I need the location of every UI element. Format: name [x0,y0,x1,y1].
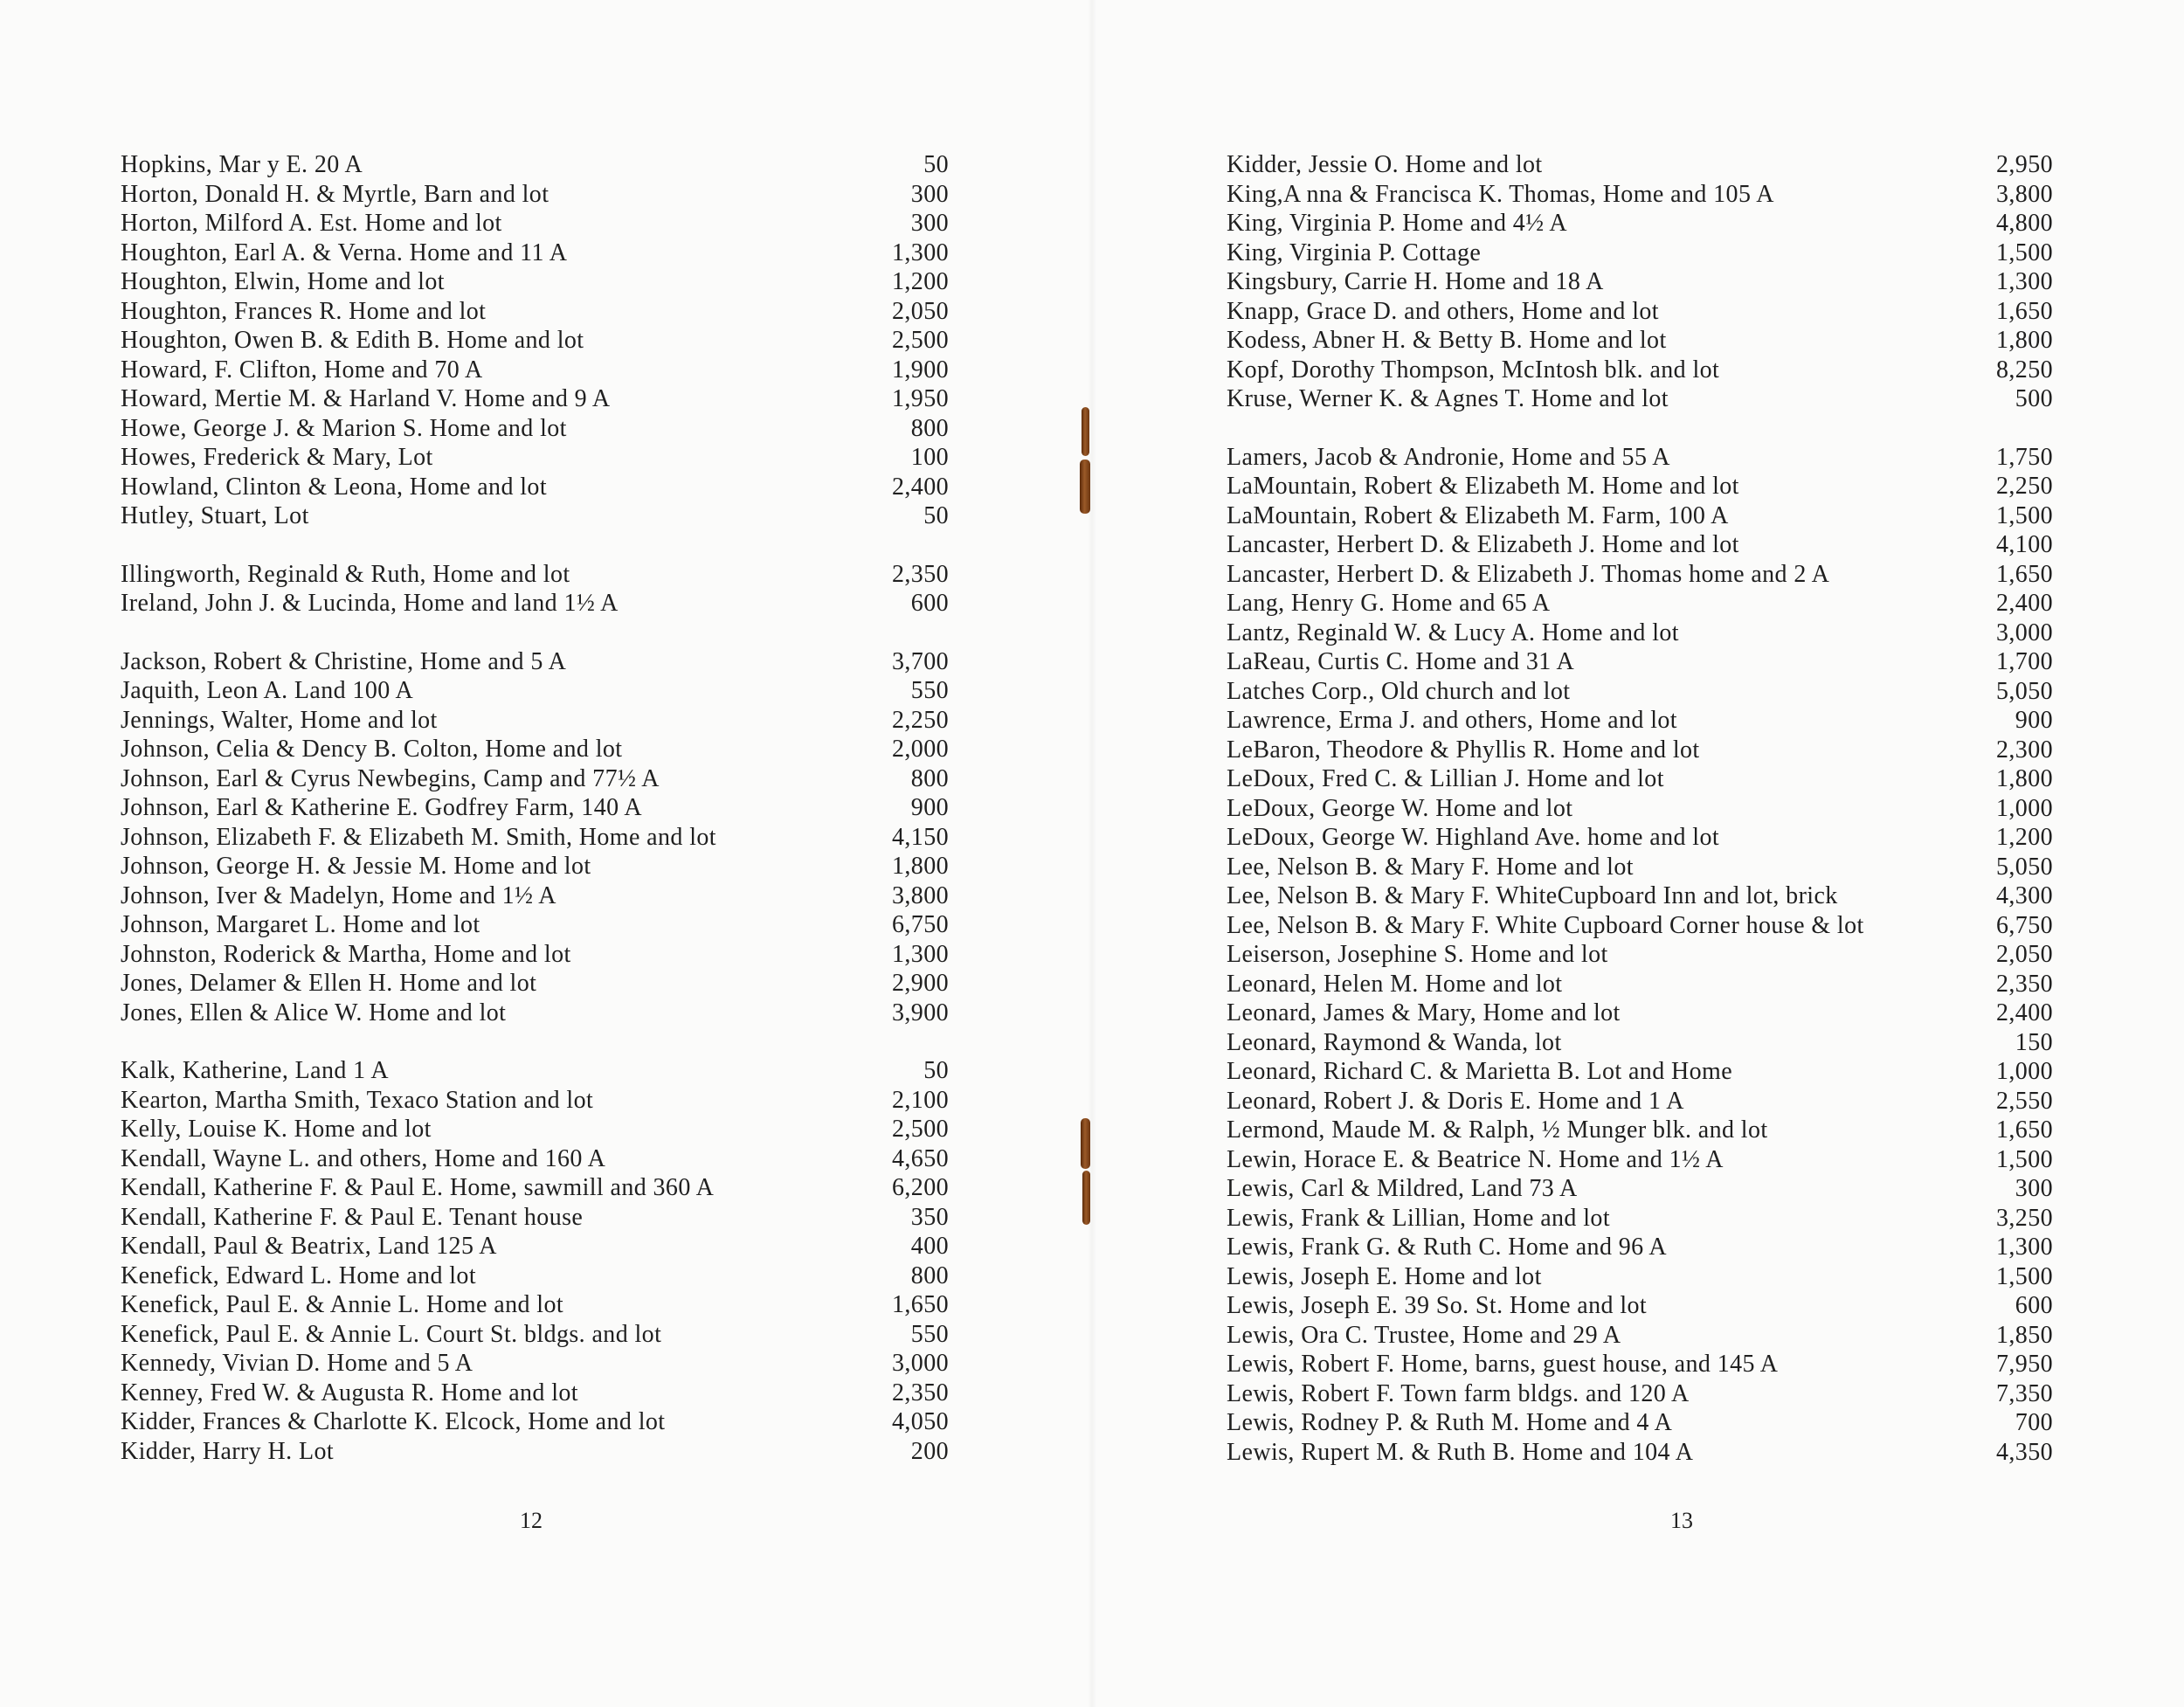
assessed-value: 4,650 [892,1144,949,1172]
list-item [121,999,949,1028]
list-item [1227,999,2053,1028]
owner-property: King,A nna & Francisca K. Thomas, Home and 105 A [1227,180,1774,208]
owner-property: Illingworth, Reginald & Ruth, Home and lot [121,560,570,588]
list-item [1227,911,2053,941]
assessed-value: 1,200 [892,268,949,295]
assessed-value: 3,000 [1996,619,2053,646]
assessed-value: 3,700 [892,647,949,675]
owner-property: Lee, Nelson B. & Mary F. Home and lot [1227,853,1634,881]
owner-property: Lewis, Joseph E. 39 So. St. Home and lot [1227,1292,1648,1319]
assessed-value: 2,400 [1996,590,2053,617]
list-item [1227,530,2053,560]
owner-property: Leonard, Raymond & Wanda, lot [1227,1028,1562,1056]
list-item [1227,1291,2053,1321]
assessed-value: 2,000 [892,736,949,763]
list-item [1227,1321,2053,1351]
owner-property: Kidder, Frances & Charlotte K. Elcock, Home and lot [121,1408,666,1435]
list-item [121,1115,949,1144]
list-item [121,1173,949,1203]
list-item [121,881,949,911]
owner-property: Lewis, Carl & Mildred, Land 73 A [1227,1175,1578,1202]
assessed-value: 300 [910,180,949,208]
list-item [1227,1204,2053,1234]
owner-property: Kendall, Wayne L. and others, Home and 160 A [121,1144,606,1172]
owner-property: Hutley, Stuart, Lot [121,502,309,529]
assessed-value: 100 [910,444,949,471]
list-item [121,384,949,414]
owner-property: Kidder, Harry H. Lot [121,1437,335,1465]
list-item [121,1437,949,1467]
assessed-value: 2,400 [1996,999,2053,1026]
assessed-value: 1,000 [1996,1058,2053,1085]
owner-property: Lancaster, Herbert D. & Elizabeth J. Thomas home and 2 A [1227,560,1830,588]
assessed-value: 1,750 [1996,443,2053,471]
assessed-value: 2,950 [1996,151,2053,178]
list-item [1227,1057,2053,1087]
owner-property: Lewis, Frank G. & Ruth C. Home and 96 A [1227,1234,1668,1261]
list-item [121,735,949,764]
owner-property: Horton, Donald H. & Myrtle, Barn and lot [121,180,549,208]
owner-property: Kenefick, Edward L. Home and lot [121,1261,477,1289]
assessed-value: 300 [910,210,949,237]
list-item [1227,238,2053,268]
assessed-value: 3,900 [892,999,949,1026]
assessed-value: 2,250 [1996,473,2053,500]
owner-property: Lewis, Joseph E. Home and lot [1227,1262,1542,1290]
owner-property: Johnson, Earl & Katherine E. Godfrey Farm, 140 A [121,794,642,821]
list-item [121,589,949,619]
assessed-value: 600 [910,590,949,617]
owner-property: Houghton, Owen B. & Edith B. Home and lot [121,327,584,354]
assessed-value: 1,800 [1996,765,2053,792]
owner-property: Lewis, Rodney P. & Ruth M. Home and 4 A [1227,1409,1673,1436]
owner-property: Kendall, Paul & Beatrix, Land 125 A [121,1233,497,1260]
list-item [1227,1087,2053,1116]
owner-property: Kenefick, Paul E. & Annie L. Home and lot [121,1291,564,1318]
list-item [121,501,949,531]
list-item [1227,443,2053,473]
list-item [121,560,949,590]
assessed-value: 4,050 [892,1408,949,1435]
assessed-value: 1,650 [1996,1116,2053,1144]
assessed-value: 1,500 [1996,501,2053,529]
owner-property: Lawrence, Erma J. and others, Home and lot [1227,707,1677,734]
list-item [121,852,949,881]
owner-property: Jennings, Walter, Home and lot [121,706,438,734]
owner-property: Lewis, Robert F. Town farm bldgs. and 120 A [1227,1379,1690,1407]
assessed-value: 7,350 [1996,1379,2053,1407]
page-number: 13 [1670,1508,1693,1533]
list-item [121,1349,949,1379]
owner-property: King, Virginia P. Home and 4½ A [1227,210,1568,237]
owner-property: Kruse, Werner K. & Agnes T. Home and lot [1227,385,1669,412]
assessed-value: 1,650 [1996,297,2053,325]
list-item [121,267,949,297]
owner-property: Horton, Milford A. Est. Home and lot [121,210,502,237]
list-item [1227,501,2053,531]
assessed-value: 2,500 [892,327,949,354]
owner-property: Leonard, Robert J. & Doris E. Home and 1 A [1227,1087,1684,1115]
list-item [121,297,949,327]
owner-property: LeBaron, Theodore & Phyllis R. Home and lot [1227,736,1700,764]
assessed-value: 4,350 [1996,1438,2053,1466]
assessed-value: 1,300 [1996,1234,2053,1261]
list-item [1227,647,2053,677]
assessed-value: 50 [923,1057,949,1084]
list-item [1227,1116,2053,1145]
list-item [121,910,949,940]
assessed-value: 4,100 [1996,531,2053,558]
owner-property: LeDoux, George W. Home and lot [1227,794,1573,822]
owner-property: Leonard, Helen M. Home and lot [1227,970,1563,998]
assessed-value: 800 [910,1261,949,1289]
assessed-value: 4,800 [1996,210,2053,237]
assessed-value: 1,700 [1996,648,2053,675]
list-item [1227,326,2053,356]
assessed-value: 1,300 [892,238,949,266]
list-item [121,180,949,210]
list-item [121,1261,949,1291]
assessed-value: 1,200 [1996,824,2053,851]
owner-property: Lee, Nelson B. & Mary F. WhiteCupboard Inn and lot, brick [1227,882,1838,909]
list-item [1227,764,2053,794]
assessed-value: 1,000 [1996,794,2053,822]
owner-property: Jones, Delamer & Ellen H. Home and lot [121,970,537,997]
owner-property: Kenney, Fred W. & Augusta R. Home and lot [121,1379,578,1406]
owner-property: LaMountain, Robert & Elizabeth M. Home and lot [1227,473,1739,500]
list-item [1227,150,2053,180]
list-item [121,823,949,853]
assessed-value: 1,500 [1996,238,2053,266]
owner-property: Kendall, Katherine F. & Paul E. Tenant house [121,1203,584,1231]
assessed-value: 1,950 [892,385,949,412]
owner-property: Kodess, Abner H. & Betty B. Home and lot [1227,327,1667,354]
assessed-value: 2,400 [892,473,949,501]
assessed-value: 800 [910,764,949,792]
list-item [1227,881,2053,911]
assessed-value: 1,500 [1996,1145,2053,1173]
assessed-value: 6,750 [892,911,949,938]
assessed-value: 3,000 [892,1350,949,1377]
page-13 [1092,0,2184,1707]
owner-property: Leiserson, Josephine S. Home and lot [1227,941,1608,968]
assessed-value: 2,100 [892,1086,949,1114]
list-item [1227,619,2053,648]
owner-property: Kendall, Katherine F. & Paul E. Home, sawmill and 360 A [121,1174,715,1201]
owner-property: Kingsbury, Carrie H. Home and 18 A [1227,268,1604,295]
assessed-value: 3,800 [892,881,949,909]
assessed-value: 3,250 [1996,1204,2053,1232]
assessed-value: 700 [2015,1409,2053,1436]
owner-property: Jackson, Robert & Christine, Home and 5 A [121,647,567,675]
list-item [121,356,949,385]
owner-property: Houghton, Frances R. Home and lot [121,297,487,325]
assessed-value: 4,300 [1996,882,2053,909]
assessed-value: 3,800 [1996,180,2053,208]
owner-property: Howe, George J. & Marion S. Home and lot [121,414,567,442]
assessed-value: 6,750 [1996,911,2053,939]
list-item [1227,1233,2053,1262]
list-item [1227,1145,2053,1175]
owner-property: Kenefick, Paul E. & Annie L. Court St. bldgs. and lot [121,1320,662,1348]
list-item [121,238,949,268]
assessed-value: 2,300 [1996,736,2053,764]
list-item [121,1379,949,1408]
assessed-value: 2,550 [1996,1087,2053,1115]
assessed-value: 2,350 [1996,970,2053,998]
assessed-value: 1,800 [892,853,949,880]
assessed-value: 500 [2015,385,2053,412]
assessed-value: 8,250 [1996,356,2053,384]
list-item [121,764,949,794]
assessed-value: 1,650 [1996,560,2053,588]
assessed-value: 200 [910,1437,949,1465]
assessed-value: 600 [2015,1292,2053,1319]
assessed-value: 550 [910,677,949,704]
owner-property: LaMountain, Robert & Elizabeth M. Farm, 100 A [1227,501,1729,529]
owner-property: King, Virginia P. Cottage [1227,238,1482,266]
assessed-value: 6,200 [892,1174,949,1201]
assessed-value: 900 [910,794,949,821]
owner-property: Johnson, Iver & Madelyn, Home and 1½ A [121,881,556,909]
owner-property: Howard, F. Clifton, Home and 70 A [121,356,483,384]
list-item [121,793,949,823]
owner-property: Kelly, Louise K. Home and lot [121,1116,432,1143]
owner-property: Ireland, John J. & Lucinda, Home and land 1½ A [121,590,619,617]
owner-property: Lang, Henry G. Home and 65 A [1227,590,1551,617]
list-item [1227,677,2053,707]
assessed-value: 550 [910,1320,949,1348]
assessed-value: 2,350 [892,1379,949,1406]
list-item [1227,736,2053,765]
owner-property: Kennedy, Vivian D. Home and 5 A [121,1350,473,1377]
owner-property: Lewin, Horace E. & Beatrice N. Home and 1½ A [1227,1145,1724,1173]
assessed-value: 2,900 [892,970,949,997]
assessed-value: 2,250 [892,706,949,734]
assessed-value: 1,500 [1996,1262,2053,1290]
owner-property: Lewis, Ora C. Trustee, Home and 29 A [1227,1321,1621,1349]
owner-property: Kalk, Katherine, Land 1 A [121,1057,390,1084]
owner-property: Lewis, Frank & Lillian, Home and lot [1227,1204,1610,1232]
list-item [1227,297,2053,327]
owner-property: Howard, Mertie M. & Harland V. Home and 9 A [121,385,611,412]
owner-property: Lee, Nelson B. & Mary F. White Cupboard Corner house & lot [1227,911,1864,939]
owner-property: Leonard, James & Mary, Home and lot [1227,999,1621,1026]
owner-property: Jaquith, Leon A. Land 100 A [121,677,414,704]
owner-property: Jones, Ellen & Alice W. Home and lot [121,999,507,1026]
list-item [1227,1028,2053,1058]
list-item [121,414,949,444]
list-item [121,1203,949,1233]
assessed-value: 7,950 [1996,1351,2053,1378]
owner-property: Kidder, Jessie O. Home and lot [1227,151,1543,178]
list-item [1227,853,2053,882]
list-item [121,1232,949,1261]
owner-property: Johnston, Roderick & Martha, Home and lot [121,940,571,968]
list-item [121,1086,949,1116]
assessed-value: 2,500 [892,1116,949,1143]
list-item [1227,794,2053,824]
list-item [1227,1379,2053,1409]
assessed-value: 4,150 [892,823,949,851]
list-item [121,150,949,180]
owner-property: Howes, Frederick & Mary, Lot [121,444,433,471]
assessed-value: 2,050 [892,297,949,325]
property-list-right [1227,150,2053,1467]
list-item [1227,970,2053,999]
owner-property: Lewis, Rupert M. & Ruth B. Home and 104 A [1227,1438,1694,1466]
owner-property: Houghton, Earl A. & Verna. Home and 11 A [121,238,568,266]
owner-property: Kearton, Martha Smith, Texaco Station and lot [121,1086,594,1114]
list-item [121,706,949,736]
list-item [121,1407,949,1437]
owner-property: LeDoux, George W. Highland Ave. home and lot [1227,824,1720,851]
assessed-value: 350 [910,1203,949,1231]
owner-property: Knapp, Grace D. and others, Home and lot [1227,297,1659,325]
list-item [1227,589,2053,619]
assessed-value: 2,350 [892,560,949,588]
list-item [1227,560,2053,590]
owner-property: LeDoux, Fred C. & Lillian J. Home and lot [1227,765,1664,792]
owner-property: LaReau, Curtis C. Home and 31 A [1227,648,1575,675]
owner-property: Johnson, George H. & Jessie M. Home and lot [121,853,591,880]
owner-property: Johnson, Elizabeth F. & Elizabeth M. Smith, Home and lot [121,823,716,851]
assessed-value: 300 [2015,1175,2053,1202]
list-item [121,326,949,356]
owner-property: Johnson, Earl & Cyrus Newbegins, Camp and 77½ A [121,764,660,792]
owner-property: Houghton, Elwin, Home and lot [121,268,445,295]
owner-property: Johnson, Celia & Dency B. Colton, Home and lot [121,736,623,763]
list-item [121,209,949,238]
owner-property: Lancaster, Herbert D. & Elizabeth J. Home and lot [1227,531,1739,558]
owner-property: Leonard, Richard C. & Marietta B. Lot and Home [1227,1058,1733,1085]
list-item [1227,180,2053,210]
list-item [1227,706,2053,736]
list-item [1227,1408,2053,1438]
owner-property: Hopkins, Mar y E. 20 A [121,151,363,178]
assessed-value: 2,050 [1996,941,2053,968]
assessed-value: 50 [923,502,949,529]
list-item [121,443,949,473]
list-item [1227,384,2053,414]
list-item [121,647,949,677]
list-item [1227,1262,2053,1292]
owner-property: Johnson, Margaret L. Home and lot [121,911,480,938]
list-item [121,676,949,706]
list-item [1227,940,2053,970]
list-item [1227,472,2053,501]
owner-property: Lewis, Robert F. Home, barns, guest house, and 145 A [1227,1351,1779,1378]
list-item [1227,267,2053,297]
owner-property: Lermond, Maude M. & Ralph, ½ Munger blk. and lot [1227,1116,1768,1144]
assessed-value: 1,650 [892,1291,949,1318]
assessed-value: 50 [923,151,949,178]
property-list-left [121,150,949,1466]
list-item [121,1320,949,1350]
assessed-value: 5,050 [1996,677,2053,705]
list-item [121,940,949,970]
assessed-value: 1,300 [1996,268,2053,295]
list-item [121,1144,949,1174]
owner-property: Lantz, Reginald W. & Lucy A. Home and lot [1227,619,1679,646]
list-item [1227,1174,2053,1204]
list-item [1227,1350,2053,1379]
list-item [1227,209,2053,238]
owner-property: Howland, Clinton & Leona, Home and lot [121,473,548,501]
list-item [121,1290,949,1320]
list-item [121,1056,949,1086]
page-number: 12 [520,1508,543,1533]
assessed-value: 5,050 [1996,853,2053,881]
assessed-value: 150 [2015,1028,2053,1056]
list-item [121,473,949,502]
list-item [1227,356,2053,385]
list-item [1227,1438,2053,1468]
owner-property: Kopf, Dorothy Thompson, McIntosh blk. and lot [1227,356,1720,384]
list-item [121,969,949,999]
assessed-value: 900 [2015,707,2053,734]
assessed-value: 1,850 [1996,1321,2053,1349]
assessed-value: 1,300 [892,940,949,968]
list-item [1227,823,2053,853]
assessed-value: 1,800 [1996,327,2053,354]
owner-property: Latches Corp., Old church and lot [1227,677,1571,705]
owner-property: Lamers, Jacob & Andronie, Home and 55 A [1227,443,1670,471]
assessed-value: 1,900 [892,356,949,384]
assessed-value: 800 [910,414,949,442]
assessed-value: 400 [910,1233,949,1260]
